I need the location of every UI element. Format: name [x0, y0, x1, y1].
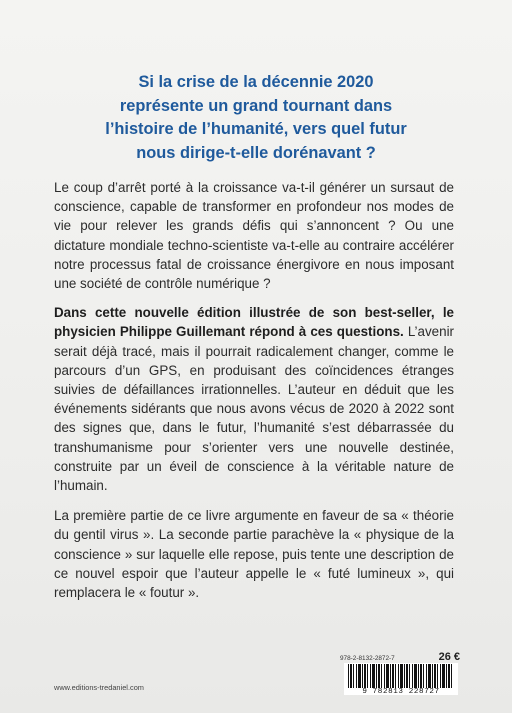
isbn-price-line	[340, 651, 460, 663]
barcode-digits: 9 782813 228727	[362, 688, 440, 696]
isbn: 978-2-8132-2872-7	[340, 655, 395, 662]
paragraph-2	[54, 303, 454, 495]
blurb	[54, 178, 454, 612]
publisher-website: www.editions-tredaniel.com	[54, 683, 144, 692]
price: 26 €	[438, 651, 460, 663]
barcode-icon	[344, 663, 458, 695]
headline-line: l’histoire de l’humanité, vers quel futur	[105, 120, 407, 138]
headline-line: représente un grand tournant dans	[119, 96, 393, 115]
paragraph-1: Le coup d’arrêt porté à la croissance va-t-il générer un sursaut de conscience, capable de transformer en profondeur nos modes de vie pour relever les grands défis qui s’annoncent ? Ou une dictature mondiale techno-scientiste va-t-elle au contraire accélérer notre processus fatal de croissance énergivore en nous imposant une société de contrôle numérique ?	[54, 180, 454, 292]
headline-line: Si la crise de la décennie 2020	[138, 73, 374, 91]
headline-line: nous dirige-t-elle dorénavant ?	[136, 143, 376, 162]
paragraph-2-lead: Dans cette nouvelle édition illustrée de son best-seller, le physicien Philippe Guillemant répond à ces questions.	[54, 305, 454, 340]
barcode-block	[340, 651, 460, 703]
paragraph-3: La première partie de ce livre argumente en faveur de sa « théorie du gentil virus ». La seconde partie parachève la « physique de la conscience » sur laquelle elle repose, puis tente une description de ce nouvel espoir que l’auteur appelle le « futé lumineux », qui remplacera le « foutur ».	[54, 508, 454, 601]
headline	[56, 71, 456, 165]
barcode-bars	[348, 664, 454, 688]
paragraph-2-body: L’avenir serait déjà tracé, mais il pourrait radicalement changer, comme le parcours d’un GPS, en produisant des coïncidences étranges suivies de défaillances irrationnelles. L’auteur en déduit que les événements sidérants que nous avons vécus de 2020 à 2022 sont des signes que, dans le futur, l’humanité s’est débarrassée du transhumanisme pour s’orienter vers une nouvelle destinée, construite par un éveil de conscience à la véritable nature de l’humain.	[54, 324, 454, 494]
